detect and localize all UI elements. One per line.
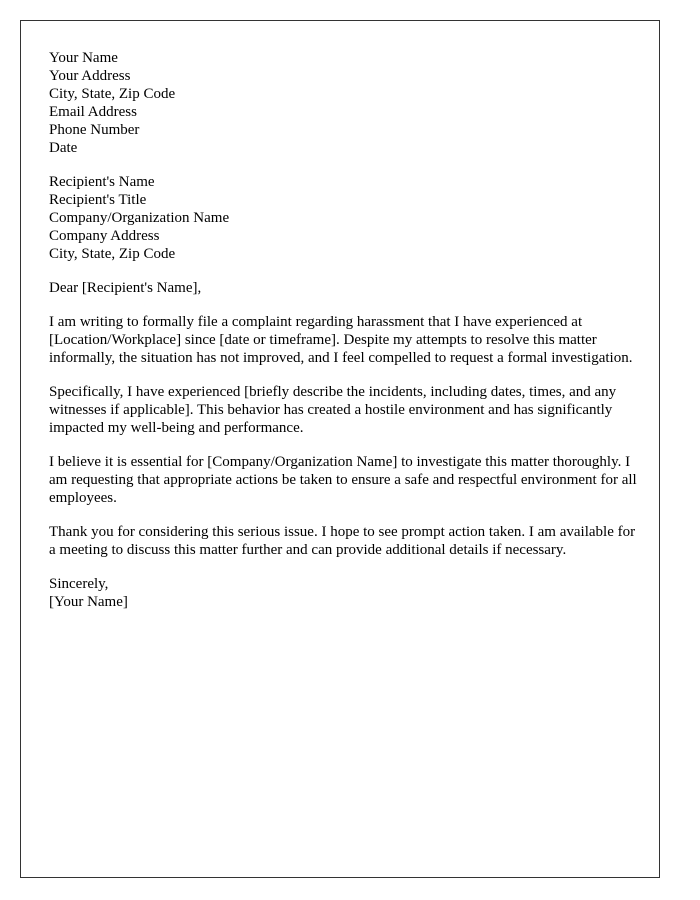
- letter-page: [20, 20, 660, 878]
- sender-block: [49, 49, 637, 157]
- letter-date: Date: [49, 140, 78, 156]
- recipient-address: Company Address: [49, 228, 160, 244]
- recipient-city-state-zip: City, State, Zip Code: [49, 246, 176, 262]
- body-paragraph-intro: I am writing to formally file a complaint regarding harassment that I have experienced at [Location/Workplace] since [date or timeframe]. Despite my attempts to resolve this matter informally, the situation has not improved, and I feel compelled to request a formal investigation.: [49, 314, 633, 366]
- sender-city-state-zip: City, State, Zip Code: [49, 86, 176, 102]
- recipient-name: Recipient's Name: [49, 174, 155, 190]
- recipient-block: [49, 173, 637, 263]
- letter-content: [49, 49, 637, 627]
- body-paragraph-thanks: Thank you for considering this serious issue. I hope to see prompt action taken. I am available for a meeting to discuss this matter further and can provide additional details if necessary.: [49, 524, 636, 558]
- sender-phone: Phone Number: [49, 122, 140, 138]
- salutation: Dear [Recipient's Name],: [49, 280, 202, 296]
- body-paragraph-details: Specifically, I have experienced [briefly describe the incidents, including dates, times, and any witnesses if applicable]. This behavior has created a hostile environment and has significantly impacted my well-being and performance.: [49, 384, 617, 436]
- recipient-organization: Company/Organization Name: [49, 210, 230, 226]
- closing: Sincerely,: [49, 576, 109, 592]
- sender-email: Email Address: [49, 104, 137, 120]
- closing-block: [49, 575, 637, 611]
- sender-address: Your Address: [49, 68, 131, 84]
- recipient-title: Recipient's Title: [49, 192, 147, 208]
- body-paragraph-request: I believe it is essential for [Company/Organization Name] to investigate this matter thoroughly. I am requesting that appropriate actions be taken to ensure a safe and respectful environment for all employees.: [49, 454, 637, 506]
- signature-name: [Your Name]: [49, 594, 128, 610]
- sender-name: Your Name: [49, 50, 118, 66]
